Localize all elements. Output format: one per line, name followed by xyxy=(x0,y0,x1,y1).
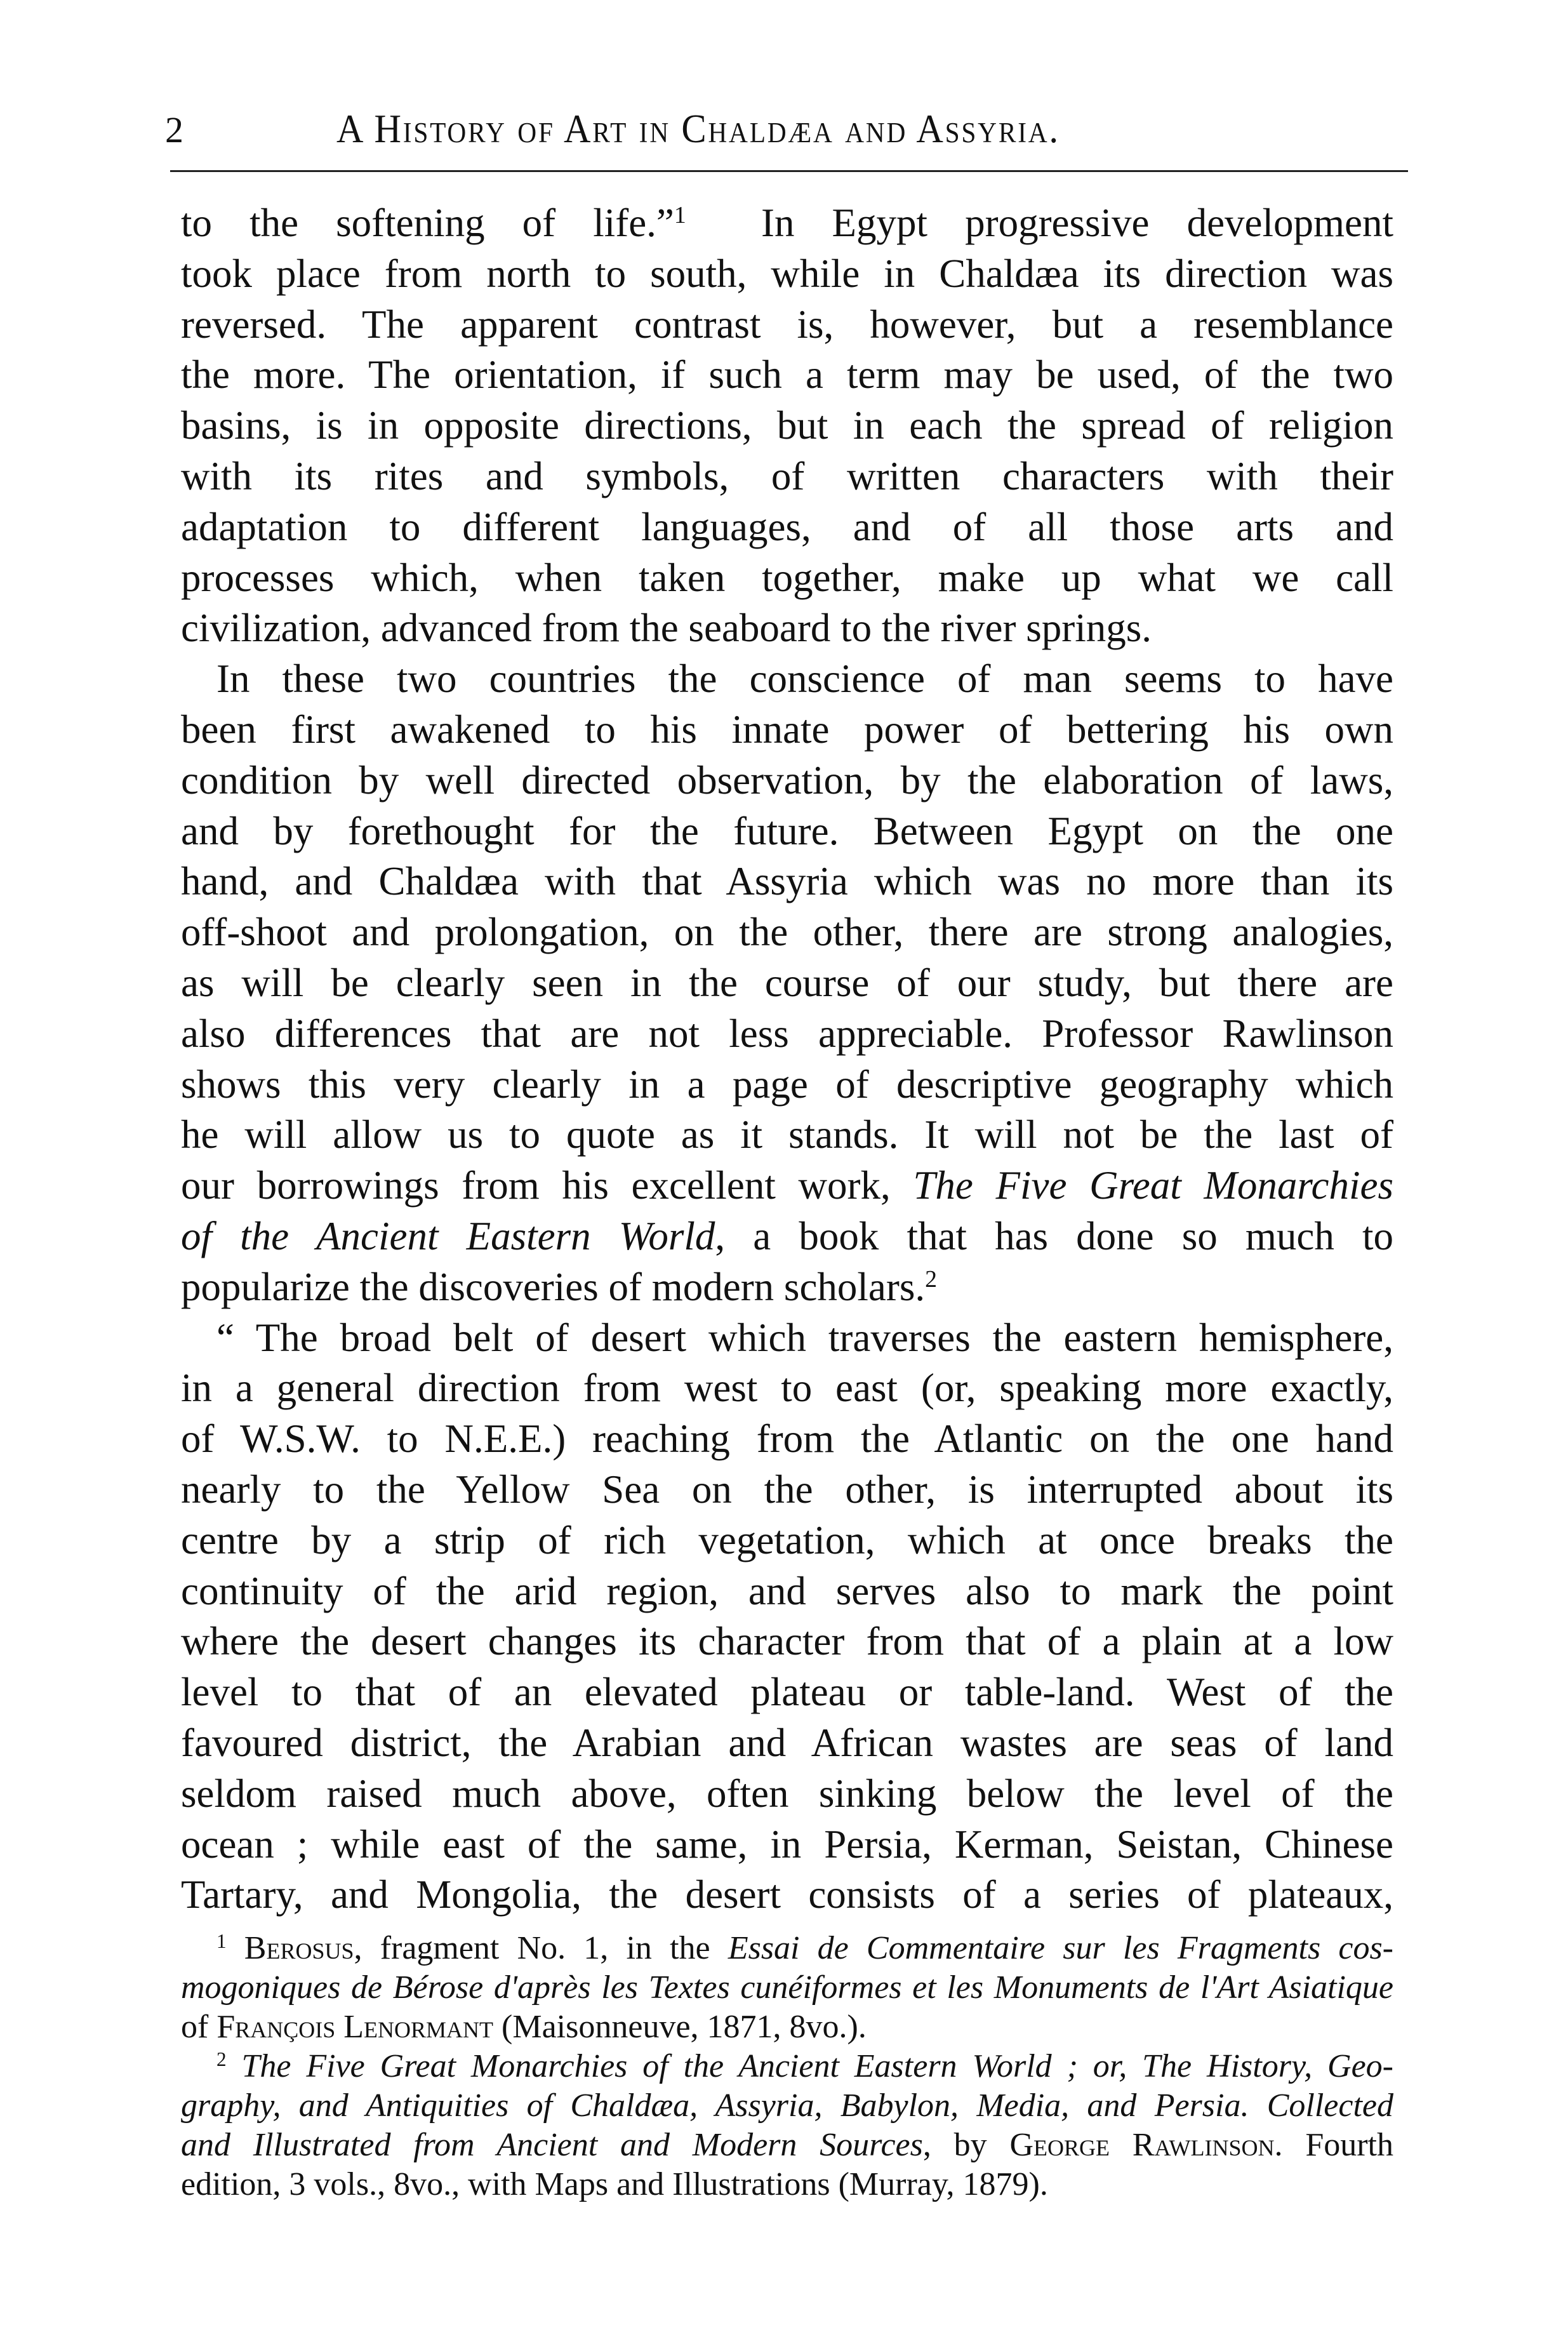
footnote-text: , fragment No. 1, in the xyxy=(354,1930,728,1966)
footnote-title: graphy, and Antiquities of Chaldæa, Assyria, Babylon, Media, and Persia. Collected xyxy=(181,2088,1393,2124)
footnote-text: , by xyxy=(922,2127,1010,2163)
body-line xyxy=(181,958,1393,1009)
line-text: as will be clearly seen in the course of our study, but there are xyxy=(181,960,1393,1005)
footnote-2-line-2 xyxy=(181,2086,1393,2126)
footnote-author: François Lenormant xyxy=(216,2009,494,2045)
line-text: “ The broad belt of desert which traverses the eastern hemisphere, xyxy=(216,1315,1393,1360)
body-line xyxy=(181,502,1393,553)
body-line xyxy=(181,1820,1393,1870)
header-rule xyxy=(170,170,1408,172)
body-line xyxy=(181,907,1393,958)
body-line xyxy=(181,1515,1393,1566)
italic-title: The Five Great Monarchies xyxy=(890,1163,1393,1208)
running-header xyxy=(165,102,1403,159)
line-text: where the desert changes its character from that of a plain at a low xyxy=(181,1619,1393,1664)
footnote-author: George Rawlinson. xyxy=(1009,2127,1283,2163)
body-line xyxy=(181,553,1393,604)
line-text: ocean ; while east of the same, in Persia, Kerman, Seistan, Chinese xyxy=(181,1821,1393,1867)
line-text: continuity of the arid region, and serves also to mark the point xyxy=(181,1568,1393,1613)
footnote-title: and Illustrated from Ancient and Modern Sources xyxy=(181,2127,923,2163)
line-text: nearly to the Yellow Sea on the other, is interrupted about its xyxy=(181,1467,1393,1512)
footnote-text: of xyxy=(181,2009,217,2045)
body-text xyxy=(181,198,1393,1921)
footnote-marker: 1 xyxy=(216,1929,227,1952)
page-number: 2 xyxy=(165,109,183,150)
line-text: adaptation to different languages, and of all those arts and xyxy=(181,504,1393,549)
body-line xyxy=(181,654,1393,705)
footnote-reference[interactable]: 2 xyxy=(925,1265,938,1293)
line-text: off-shoot and prolongation, on the other, there are strong analogies, xyxy=(181,910,1393,955)
line-text: In these two countries the conscience of man seems to have xyxy=(216,656,1393,702)
body-line xyxy=(181,350,1393,401)
footnote-reference[interactable]: 1 xyxy=(674,202,686,229)
line-text: popularize the discoveries of modern scholars. xyxy=(181,1264,926,1309)
line-text: he will allow us to quote as it stands. It will not be the last of xyxy=(181,1112,1393,1157)
body-line xyxy=(181,300,1393,350)
line-text: of W.S.W. to N.E.E.) reaching from the Atlantic on the one hand xyxy=(181,1416,1393,1462)
body-line xyxy=(181,1667,1393,1718)
line-text: took place from north to south, while in Chaldæa its direction was xyxy=(181,251,1393,296)
line-text: shows this very clearly in a page of descriptive geography which xyxy=(181,1062,1393,1107)
footnote-title: The Five Great Monarchies of the Ancient Eastern World ; or, The History, Geo- xyxy=(241,2048,1393,2084)
running-title: A History of Art in Chaldæa and Assyria. xyxy=(336,106,1060,151)
body-line xyxy=(181,1870,1393,1921)
footnote-1-line-3 xyxy=(181,2008,1393,2047)
body-line xyxy=(181,1262,1393,1313)
footnote-text: Fourth xyxy=(1282,2127,1393,2163)
line-text: favoured district, the Arabian and African wastes are seas of land xyxy=(181,1720,1393,1765)
line-text: also differences that are not less appreciable. Professor Rawlinson xyxy=(181,1011,1393,1056)
body-line xyxy=(181,1009,1393,1060)
footnote-text: (Maisonneuve, 1871, 8vo.). xyxy=(493,2009,867,2045)
line-text: and by forethought for the future. Between Egypt on the one xyxy=(181,808,1393,853)
footnotes xyxy=(181,1929,1393,2204)
body-line xyxy=(181,1060,1393,1110)
body-line xyxy=(181,249,1393,300)
italic-title: of the Ancient Eastern World xyxy=(181,1213,715,1258)
body-line xyxy=(181,856,1393,907)
line-text: in a general direction from west to east (or, speaking more exactly, xyxy=(181,1366,1393,1411)
line-text: civilization, advanced from the seaboard to the river springs. xyxy=(181,606,1152,651)
line-text: level to that of an elevated plateau or table-land. West of the xyxy=(181,1670,1393,1715)
body-line xyxy=(181,1566,1393,1617)
line-text: processes which, when taken together, make up what we call xyxy=(181,555,1393,600)
body-line xyxy=(181,1414,1393,1465)
body-line xyxy=(181,451,1393,502)
line-text: condition by well directed observation, by the elaboration of laws, xyxy=(181,757,1393,802)
footnote-marker: 2 xyxy=(216,2048,227,2070)
line-text: been first awakened to his innate power of bettering his own xyxy=(181,707,1393,752)
body-line xyxy=(181,756,1393,806)
footnote-2-line-4 xyxy=(181,2165,1393,2204)
line-text: , a book that has done so much to xyxy=(715,1213,1393,1258)
footnote-text: edition, 3 vols., 8vo., with Maps and Illustrations (Murray, 1879). xyxy=(181,2166,1048,2202)
line-text: to the softening of life.” xyxy=(181,201,674,245)
body-line xyxy=(181,705,1393,756)
body-line xyxy=(181,1161,1393,1211)
body-line xyxy=(181,1465,1393,1515)
footnote-title: mogoniques de Bérose d'après les Textes cunéiformes et les Monuments de l'Art Asiatique xyxy=(181,1969,1393,2006)
body-line xyxy=(181,603,1393,654)
line-text: hand, and Chaldæa with that Assyria which was no more than its xyxy=(181,859,1393,904)
footnote-1-line-1 xyxy=(181,1929,1393,1968)
footnote-author: Berosus xyxy=(244,1930,354,1966)
footnote-title: Essai de Commentaire sur les Fragments cos- xyxy=(728,1930,1393,1966)
line-text: seldom raised much above, often sinking below the level of the xyxy=(181,1771,1393,1816)
body-line xyxy=(181,1718,1393,1769)
body-line xyxy=(181,806,1393,857)
footnote-2-line-3 xyxy=(181,2126,1393,2165)
body-line xyxy=(181,401,1393,451)
body-line xyxy=(181,1313,1393,1364)
footnote-2-line-1 xyxy=(181,2047,1393,2086)
line-text: the more. The orientation, if such a term may be used, of the two xyxy=(181,352,1393,397)
body-line xyxy=(181,1363,1393,1414)
line-text: In Egypt progressive development xyxy=(686,201,1393,245)
body-line xyxy=(181,1769,1393,1820)
line-text: centre by a strip of rich vegetation, which at once breaks the xyxy=(181,1517,1393,1562)
line-text: reversed. The apparent contrast is, however, but a resemblance xyxy=(181,302,1393,347)
footnote-1-line-2 xyxy=(181,1968,1393,2008)
line-text: with its rites and symbols, of written characters with their xyxy=(181,453,1393,498)
body-line xyxy=(181,1211,1393,1262)
line-text: basins, is in opposite directions, but in each the spread of religion xyxy=(181,403,1393,448)
body-line xyxy=(181,1616,1393,1667)
line-text: Tartary, and Mongolia, the desert consists of a series of plateaux, xyxy=(181,1872,1393,1917)
body-line xyxy=(181,1110,1393,1161)
line-text: our borrowings from his excellent work, xyxy=(181,1163,891,1208)
body-line xyxy=(181,198,1393,249)
